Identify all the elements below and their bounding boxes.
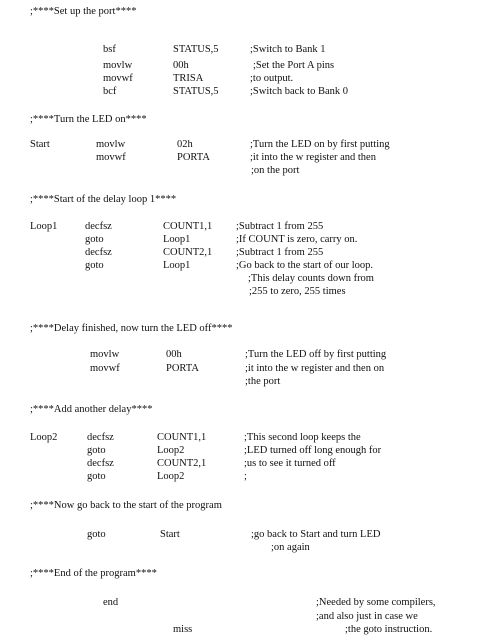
code-comment: ;Switch to Bank 1 bbox=[250, 44, 326, 55]
section-header: ;****Delay finished, now turn the LED off**** bbox=[30, 323, 233, 334]
code-comment: ;the goto instruction. bbox=[345, 624, 433, 635]
code-opcode: decfsz bbox=[87, 432, 114, 443]
code-opcode: movlw bbox=[103, 60, 133, 71]
code-comment: ;LED turned off long enough for bbox=[244, 445, 382, 456]
code-comment: ;Subtract 1 from 255 bbox=[236, 221, 324, 232]
code-comment: ;Subtract 1 from 255 bbox=[236, 247, 324, 258]
code-label: Start bbox=[30, 139, 50, 150]
code-opcode: goto bbox=[85, 234, 104, 245]
code-opcode: goto bbox=[87, 445, 106, 456]
code-comment: ;it into the w register and then bbox=[250, 152, 376, 163]
code-operand: Loop1 bbox=[163, 234, 191, 245]
code-opcode: movwf bbox=[96, 152, 126, 163]
code-opcode: decfsz bbox=[85, 247, 112, 258]
code-comment: ;Go back to the start of our loop. bbox=[236, 260, 374, 271]
section-header: ;****Set up the port**** bbox=[30, 6, 137, 17]
code-comment: ;Needed by some compilers, bbox=[316, 597, 436, 608]
code-opcode: decfsz bbox=[85, 221, 112, 232]
code-opcode: bcf bbox=[103, 86, 117, 97]
code-operand: 00h bbox=[173, 60, 189, 71]
code-comment: ;and also just in case we bbox=[316, 611, 418, 622]
code-operand: PORTA bbox=[177, 152, 210, 163]
code-comment: ;on again bbox=[271, 542, 310, 553]
code-comment: ;the port bbox=[245, 376, 281, 387]
code-opcode: end bbox=[103, 597, 119, 608]
code-opcode: goto bbox=[87, 529, 106, 540]
code-operand: STATUS,5 bbox=[173, 44, 219, 55]
code-comment: ;Turn the LED off by first putting bbox=[245, 349, 387, 360]
code-operand: COUNT2,1 bbox=[163, 247, 213, 258]
code-operand: PORTA bbox=[166, 363, 199, 374]
code-comment: ;This delay counts down from bbox=[248, 273, 374, 284]
code-comment: ;it into the w register and then on bbox=[245, 363, 385, 374]
section-header: ;****Add another delay**** bbox=[30, 404, 153, 415]
code-opcode: movlw bbox=[96, 139, 126, 150]
code-comment: ;This second loop keeps the bbox=[244, 432, 361, 443]
code-opcode: movwf bbox=[90, 363, 120, 374]
code-operand: COUNT2,1 bbox=[157, 458, 207, 469]
code-opcode: goto bbox=[85, 260, 104, 271]
code-comment: ;If COUNT is zero, carry on. bbox=[236, 234, 358, 245]
code-comment: ;on the port bbox=[251, 165, 300, 176]
code-opcode: movwf bbox=[103, 73, 133, 84]
code-comment: ;go back to Start and turn LED bbox=[251, 529, 381, 540]
code-comment: ;255 to zero, 255 times bbox=[249, 286, 346, 297]
code-operand: 00h bbox=[166, 349, 182, 360]
code-operand: Loop2 bbox=[157, 445, 185, 456]
code-operand: COUNT1,1 bbox=[163, 221, 213, 232]
code-comment: ;Switch back to Bank 0 bbox=[250, 86, 348, 97]
section-header: ;****Now go back to the start of the program bbox=[30, 500, 222, 511]
code-operand: STATUS,5 bbox=[173, 86, 219, 97]
code-operand: COUNT1,1 bbox=[157, 432, 207, 443]
code-operand: Start bbox=[160, 529, 180, 540]
code-operand: Loop1 bbox=[163, 260, 191, 271]
code-opcode: miss bbox=[173, 624, 193, 635]
code-label: Loop1 bbox=[30, 221, 58, 232]
code-label: Loop2 bbox=[30, 432, 58, 443]
code-opcode: goto bbox=[87, 471, 106, 482]
code-comment: ;us to see it turned off bbox=[244, 458, 336, 469]
code-comment: ;to output. bbox=[250, 73, 294, 84]
code-operand: Loop2 bbox=[157, 471, 185, 482]
section-header: ;****End of the program**** bbox=[30, 568, 157, 579]
code-opcode: movlw bbox=[90, 349, 120, 360]
code-comment: ;Set the Port A pins bbox=[253, 60, 335, 71]
code-opcode: bsf bbox=[103, 44, 116, 55]
code-operand: TRISA bbox=[173, 73, 204, 84]
section-header: ;****Turn the LED on**** bbox=[30, 114, 147, 125]
code-comment: ;Turn the LED on by first putting bbox=[250, 139, 390, 150]
code-comment: ; bbox=[244, 471, 247, 482]
code-opcode: decfsz bbox=[87, 458, 114, 469]
section-header: ;****Start of the delay loop 1**** bbox=[30, 194, 177, 205]
code-operand: 02h bbox=[177, 139, 193, 150]
